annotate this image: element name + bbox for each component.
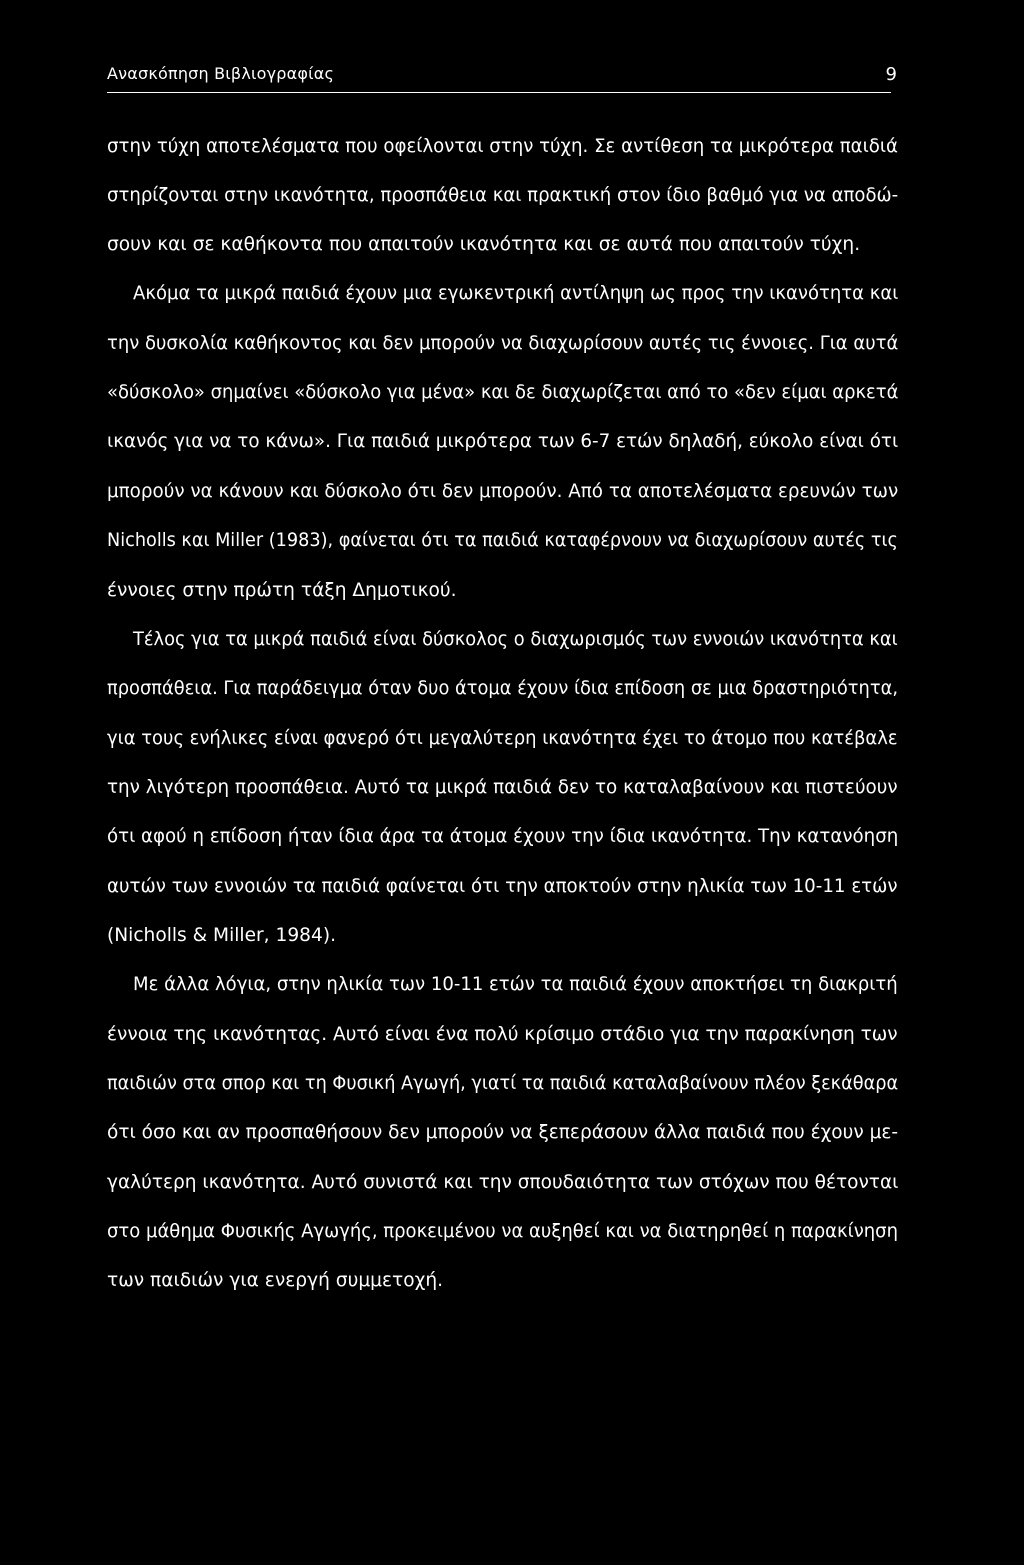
text-line: την λιγότερη προσπάθεια. Αυτό τα μικρά παιδιά δεν το καταλαβαίνουν και πιστεύουν <box>107 777 898 798</box>
text-line: Τέλος για τα μικρά παιδιά είναι δύσκολος ο διαχωρισμός των εννοιών ικανότητα και <box>133 629 898 650</box>
text-line: γαλύτερη ικανότητα. Αυτό συνιστά και την σπουδαιότητα των στόχων που θέτονται <box>107 1172 899 1193</box>
text-line: για τους ενήλικες είναι φανερό ότι μεγαλύτερη ικανότητα έχει το άτομο που κατέβαλε <box>107 728 898 749</box>
text-line: παιδιών στα σπορ και τη Φυσική Αγωγή, γιατί τα παιδιά καταλαβαίνουν πλέον ξεκάθαρα <box>107 1073 899 1094</box>
text-line: έννοιες στην πρώτη τάξη Δημοτικού. <box>107 580 457 601</box>
text-line: σουν και σε καθήκοντα που απαιτούν ικανότητα και σε αυτά που απαιτούν τύχη. <box>107 234 861 255</box>
page-number: 9 <box>885 64 897 85</box>
text-line: έννοια της ικανότητας. Αυτό είναι ένα πολύ κρίσιμο στάδιο για την παρακίνηση των <box>107 1024 898 1045</box>
text-line: ικανός για να το κάνω». Για παιδιά μικρότερα των 6-7 ετών δηλαδή, εύκολο είναι ότι <box>107 431 899 452</box>
text-line: στην τύχη αποτελέσματα που οφείλονται στην τύχη. Σε αντίθεση τα μικρότερα παιδιά <box>107 136 899 157</box>
text-line: (Nicholls & Miller, 1984). <box>107 925 336 946</box>
text-line: των παιδιών για ενεργή συμμετοχή. <box>107 1270 444 1291</box>
text-line: Με άλλα λόγια, στην ηλικία των 10-11 ετών τα παιδιά έχουν αποκτήσει τη διακριτή <box>133 974 898 995</box>
text-line: στηρίζονται στην ικανότητα, προσπάθεια και πρακτική στον ίδιο βαθμό για να αποδώ- <box>107 185 899 206</box>
text-line: στο μάθημα Φυσικής Αγωγής, προκειμένου να αυξηθεί και να διατηρηθεί η παρακίνηση <box>107 1221 899 1242</box>
text-line: μπορούν να κάνουν και δύσκολο ότι δεν μπορούν. Από τα αποτελέσματα ερευνών των <box>107 481 899 502</box>
text-line: την δυσκολία καθήκοντος και δεν μπορούν να διαχωρίσουν αυτές τις έννοιες. Για αυτά <box>107 333 899 354</box>
running-header <box>107 62 897 93</box>
text-line: προσπάθεια. Για παράδειγμα όταν δυο άτομα έχουν ίδια επίδοση σε μια δραστηριότητα, <box>107 678 898 699</box>
text-line: αυτών των εννοιών τα παιδιά φαίνεται ότι την αποκτούν στην ηλικία των 10-11 ετών <box>107 876 898 897</box>
text-line: ότι αφού η επίδοση ήταν ίδια άρα τα άτομα έχουν την ίδια ικανότητα. Την κατανόηση <box>107 826 899 847</box>
text-line: Nicholls και Miller (1983), φαίνεται ότι τα παιδιά καταφέρνουν να διαχωρίσουν αυτές τις <box>107 530 898 551</box>
running-header-title: Ανασκόπηση Βιβλιογραφίας <box>107 64 335 83</box>
text-line: «δύσκολο» σημαίνει «δύσκολο για μένα» και δε διαχωρίζεται από το «δεν είμαι αρκετά <box>107 382 899 403</box>
text-line: Ακόμα τα μικρά παιδιά έχουν μια εγωκεντρική αντίληψη ως προς την ικανότητα και <box>133 283 899 304</box>
text-line: ότι όσο και αν προσπαθήσουν δεν μπορούν να ξεπεράσουν άλλα παιδιά που έχουν με- <box>107 1122 899 1143</box>
